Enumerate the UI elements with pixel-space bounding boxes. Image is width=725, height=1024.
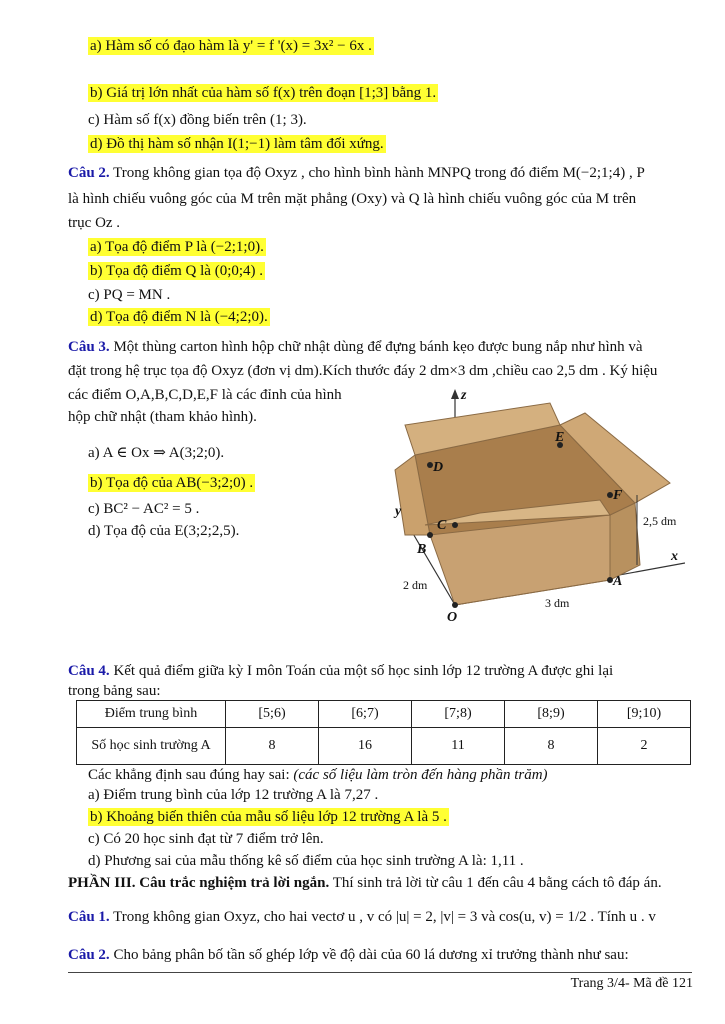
q4-stem-line2: trong bảng sau: [68,683,161,699]
table-interval: [8;9) [505,701,598,728]
table-count: 8 [505,728,598,765]
q3-statement-c: c) BC² − AC² = 5 . [88,501,200,517]
q4-statement-c: c) Có 20 học sinh đạt từ 7 điểm trở lên. [88,831,324,847]
q3-stem-line1: Câu 3. Một thùng carton hình hộp chữ nhật dùng để đựng bánh kẹo được bung nắp như hình và [68,339,643,355]
q1-statement-c: c) Hàm số f(x) đồng biến trên (1; 3). [88,112,307,128]
point-A-label: A [613,574,623,589]
q4-statement-b: b) Khoảng biến thiên của mẫu số liệu lớp 12 trường A là 5 . [90,809,447,825]
q2-statement-a: a) Tọa độ điểm P là (−2;1;0). [90,239,264,255]
depth-dimension-label: 2 dm [403,578,428,592]
q4-intro: Các khẳng định sau đúng hay sai: (các số liệu làm tròn đến hàng phần trăm) [88,767,548,783]
y-label: y [395,504,402,519]
q2-statement-d: d) Tọa độ điểm N là (−4;2;0). [90,309,268,325]
table-row-label: Số học sinh trường A [77,728,226,765]
point-B-label: B [417,542,427,557]
q3-stem-line3: các điểm O,A,B,C,D,E,F là các đỉnh của hình [68,387,342,403]
score-table [76,700,691,765]
table-interval: [6;7) [319,701,412,728]
q3-stem-line2: đặt trong hệ trục tọa độ Oxyz (đơn vị dm).Kích thước đáy 2 dm×3 dm ,chiều cao 2,5 dm . Ký hiệu [68,363,658,379]
table-row [77,701,691,728]
q1-statement-a: a) Hàm số có đạo hàm là y' = f '(x) = 3x² − 6x . [90,38,372,54]
carton-box-figure [385,385,685,625]
q1-statement-d: d) Đồ thị hàm số nhận I(1;−1) làm tâm đối xứng. [90,136,384,152]
q4-stem-line1: Câu 4. Kết quả điểm giữa kỳ I môn Toán của một số học sinh lớp 12 trường A được ghi lại [68,663,614,679]
point-O-label: O [447,610,458,625]
part3-heading: PHẦN III. Câu trắc nghiệm trả lời ngắn. Thí sinh trả lời từ câu 1 đến câu 4 bằng cách tô đáp án. [68,875,662,891]
page-footer: Trang 3/4- Mã đề 121 [570,976,693,991]
q3-statement-d: d) Tọa độ của E(3;2;2,5). [88,523,240,539]
q4-statement-a: a) Điểm trung bình của lớp 12 trường A là 7,27 . [88,787,379,803]
q3-stem-line4: hộp chữ nhật (tham khảo hình). [68,409,257,425]
p3-question-1: Câu 1. Trong không gian Oxyz, cho hai vectơ u , v có |u| = 2, |v| = 3 và cos(u, v) = 1/2 . Tính u . v [68,909,656,925]
table-interval: [9;10) [598,701,691,728]
table-interval: [7;8) [412,701,505,728]
table-count: 8 [226,728,319,765]
footer-divider [68,972,692,973]
point-C-label: C [437,518,447,533]
p3-question-2: Câu 2. Cho bảng phân bố tần số ghép lớp về độ dài của 60 lá dương xỉ trưởng thành như sau: [68,947,629,963]
q4-statement-d: d) Phương sai của mẫu thống kê số điểm của học sinh trường A là: 1,11 . [88,853,524,869]
x-label: x [671,549,678,564]
point-F-label: F [613,488,623,503]
q1-statement-b: b) Giá trị lớn nhất của hàm số f(x) trên đoạn [1;3] bằng 1. [90,85,437,101]
q3-statement-b: b) Tọa độ của AB(−3;2;0) . [90,475,254,491]
table-row [77,728,691,765]
q3-statement-a: a) A ∈ Ox ⇒ A(3;2;0). [88,445,225,461]
point-E-label: E [555,430,565,445]
table-interval: [5;6) [226,701,319,728]
z-label: z [461,388,467,403]
table-count: 11 [412,728,505,765]
q2-stem-line3: trục Oz . [68,215,121,231]
q2-statement-b: b) Tọa độ điểm Q là (0;0;4) . [90,263,264,279]
table-count: 2 [598,728,691,765]
height-dimension-label: 2,5 dm [643,514,677,528]
q2-statement-c: c) PQ = MN . [88,287,171,303]
width-dimension-label: 3 dm [545,596,570,610]
q2-stem-line2: là hình chiếu vuông góc của M trên mặt phẳng (Oxy) và Q là hình chiếu vuông góc của M trên [68,191,637,207]
point-D-label: D [433,460,444,475]
table-count: 16 [319,728,412,765]
table-header-label: Điểm trung bình [77,701,226,728]
q2-stem-line1: Câu 2. Trong không gian tọa độ Oxyz , cho hình bình hành MNPQ trong đó điểm M(−2;1;4) , P [68,165,645,181]
